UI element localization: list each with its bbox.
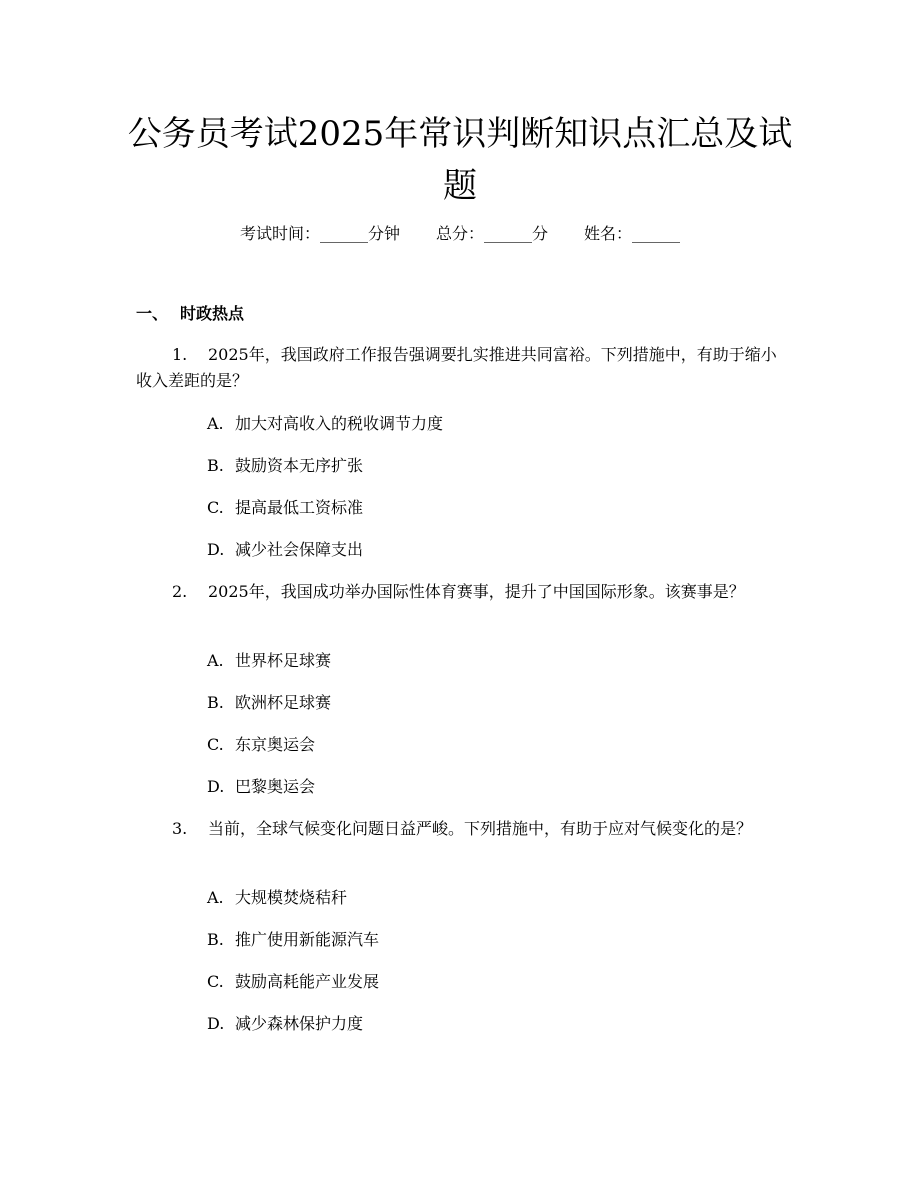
option-letter: A.: [207, 414, 224, 433]
section-heading: [136, 302, 244, 326]
question-3-option-b: [207, 928, 379, 952]
question-1-option-c: [207, 496, 363, 520]
option-text: 世界杯足球赛: [235, 651, 332, 670]
option-text: 大规模焚烧秸秆: [235, 888, 348, 907]
option-text: 加大对高收入的税收调节力度: [235, 414, 444, 433]
question-number: 1.: [172, 345, 188, 364]
section-title: 时政热点: [180, 304, 245, 323]
option-letter: B.: [207, 693, 224, 712]
total-score-label: 总分：______分: [435, 224, 548, 243]
question-text: 2025年，我国政府工作报告强调要扎实推进共同富裕。下列措施中，有助于缩小收入差距的是？: [136, 345, 777, 390]
question-3-option-d: [207, 1012, 363, 1036]
student-name-label: 姓名：______: [584, 224, 681, 243]
question-1-option-a: [207, 412, 443, 436]
question-3-option-a: [207, 886, 347, 910]
question-3-option-c: [207, 970, 379, 994]
option-letter: D.: [207, 540, 225, 559]
document-title: 公务员考试2025年常识判断知识点汇总及试题: [127, 114, 793, 206]
question-2-option-c: [207, 733, 315, 757]
option-text: 鼓励资本无序扩张: [235, 456, 364, 475]
option-text: 欧洲杯足球赛: [235, 693, 332, 712]
question-1: [136, 342, 786, 394]
option-letter: C.: [207, 498, 224, 517]
option-letter: B.: [207, 456, 224, 475]
question-number: 2.: [172, 582, 188, 601]
exam-info-line: [0, 222, 920, 246]
question-1-option-d: [207, 538, 363, 562]
option-text: 提高最低工资标准: [235, 498, 364, 517]
option-letter: C.: [207, 972, 224, 991]
option-text: 鼓励高耗能产业发展: [235, 972, 380, 991]
question-2-option-b: [207, 691, 331, 715]
option-letter: B.: [207, 930, 224, 949]
question-text: 当前，全球气候变化问题日益严峻。下列措施中，有助于应对气候变化的是？: [208, 819, 753, 838]
question-2-option-a: [207, 649, 331, 673]
question-1-option-b: [207, 454, 363, 478]
question-2-option-d: [207, 775, 315, 799]
question-2: [136, 579, 786, 605]
option-letter: D.: [207, 777, 225, 796]
option-letter: A.: [207, 888, 224, 907]
option-text: 东京奥运会: [235, 735, 316, 754]
exam-time-label: 考试时间：______分钟: [239, 224, 400, 243]
option-text: 推广使用新能源汽车: [235, 930, 380, 949]
option-text: 减少森林保护力度: [235, 1014, 364, 1033]
section-number: 一、: [136, 304, 169, 323]
option-letter: A.: [207, 651, 224, 670]
option-letter: C.: [207, 735, 224, 754]
option-letter: D.: [207, 1014, 225, 1033]
option-text: 减少社会保障支出: [235, 540, 364, 559]
question-3: [136, 816, 786, 842]
option-text: 巴黎奥运会: [235, 777, 316, 796]
question-number: 3.: [172, 819, 188, 838]
question-text: 2025年，我国成功举办国际性体育赛事，提升了中国国际形象。该赛事是？: [208, 582, 745, 601]
